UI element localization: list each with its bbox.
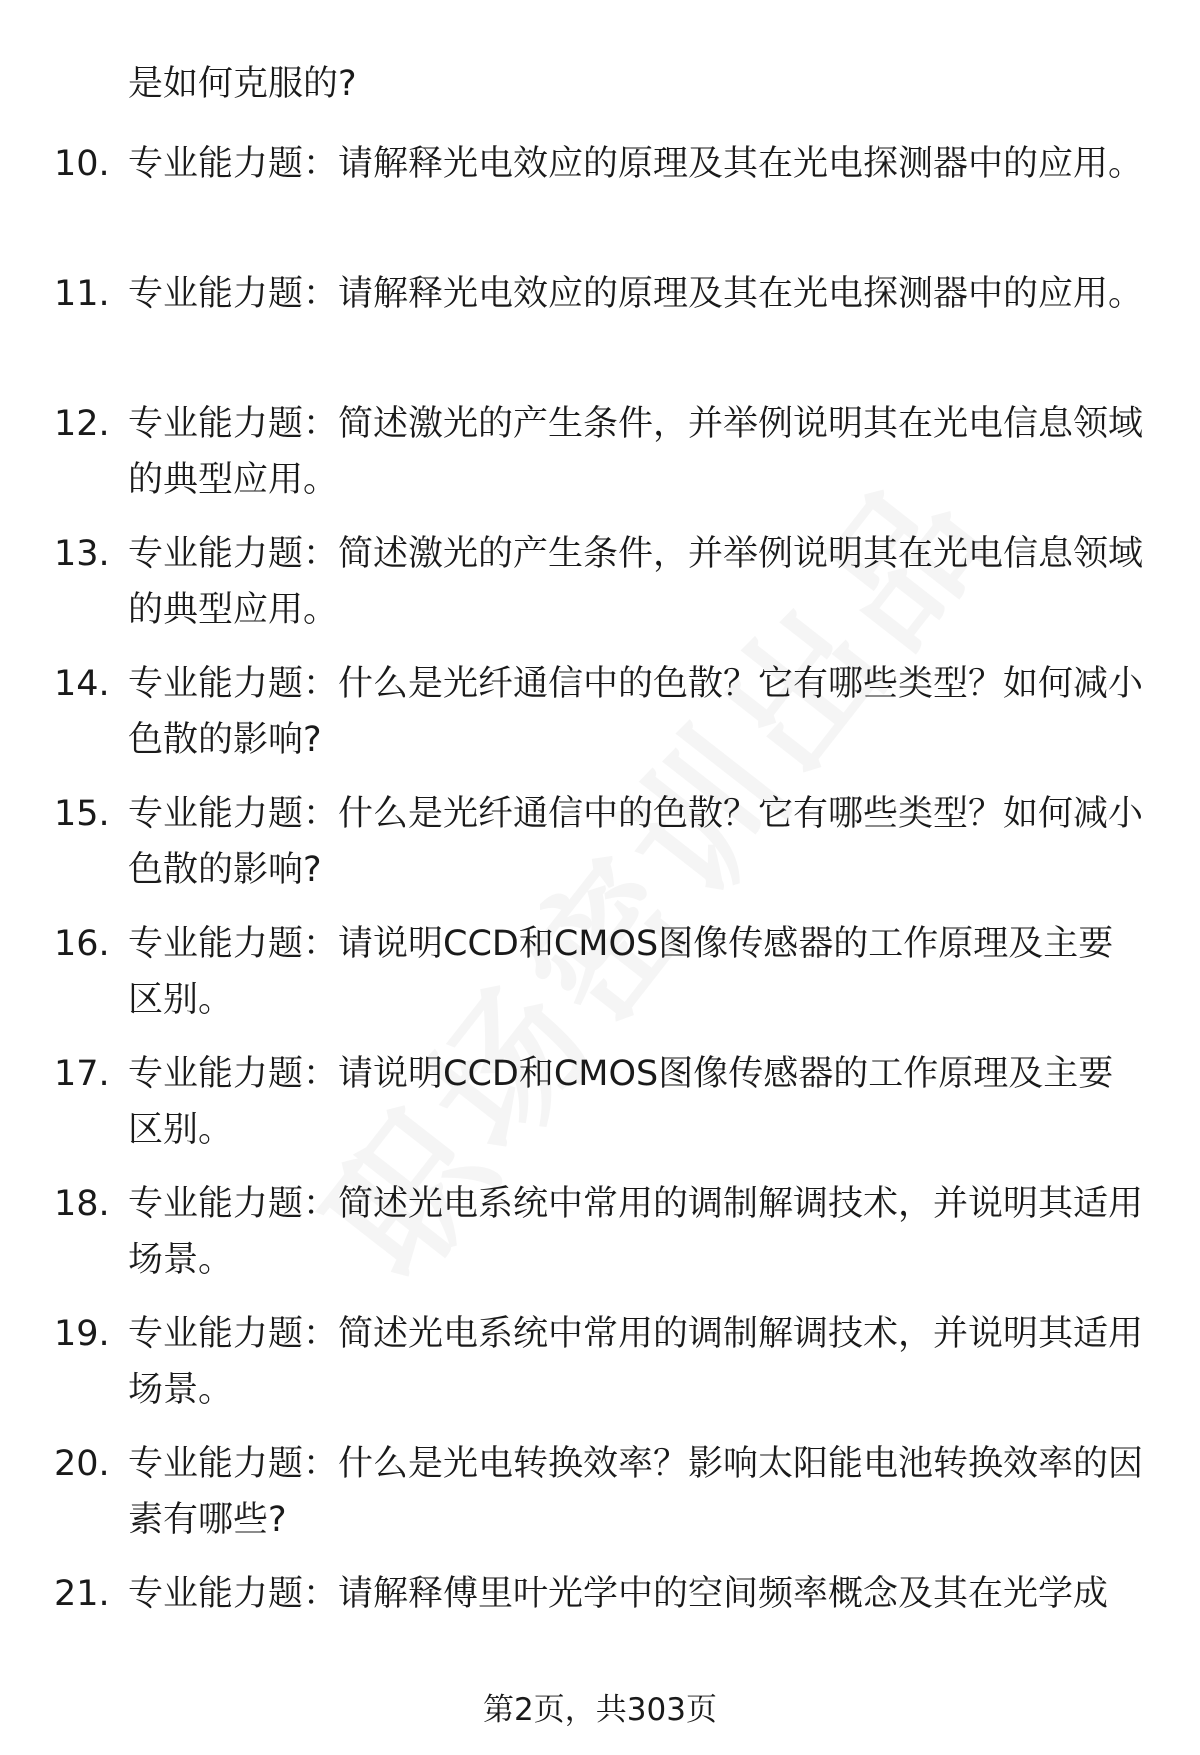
question-text: 专业能力题：什么是光纤通信中的色散？它有哪些类型？如何减小色散的影响? xyxy=(128,794,1144,890)
question-item xyxy=(0,266,1200,396)
question-item xyxy=(0,786,1200,916)
continued-question-text: 是如何克服的? xyxy=(128,64,357,104)
question-item xyxy=(0,1436,1200,1566)
question-item xyxy=(0,1566,1200,1636)
question-number: 11. xyxy=(54,274,110,314)
question-text: 专业能力题：什么是光电转换效率？影响太阳能电池转换效率的因素有哪些? xyxy=(128,1444,1144,1540)
question-item xyxy=(0,656,1200,786)
question-text: 专业能力题：请说明CCD和CMOS图像传感器的工作原理及主要区别。 xyxy=(128,1054,1114,1150)
question-list xyxy=(0,136,1200,1636)
question-number: 12. xyxy=(54,404,110,444)
question-item xyxy=(0,396,1200,526)
question-number: 17. xyxy=(54,1054,110,1094)
question-number: 14. xyxy=(54,664,110,704)
question-text: 专业能力题：简述光电系统中常用的调制解调技术，并说明其适用场景。 xyxy=(128,1314,1144,1410)
question-text: 专业能力题：请解释光电效应的原理及其在光电探测器中的应用。 xyxy=(128,274,1144,314)
question-item xyxy=(0,526,1200,656)
question-text: 专业能力题：请解释光电效应的原理及其在光电探测器中的应用。 xyxy=(128,144,1144,184)
question-number: 16. xyxy=(54,924,110,964)
question-item xyxy=(0,1306,1200,1436)
question-number: 15. xyxy=(54,794,110,834)
question-text: 专业能力题：简述激光的产生条件，并举例说明其在光电信息领域的典型应用。 xyxy=(128,534,1144,630)
question-item xyxy=(0,136,1200,266)
question-item xyxy=(0,1046,1200,1176)
question-text: 专业能力题：请解释傅里叶光学中的空间频率概念及其在光学成 xyxy=(128,1574,1109,1614)
question-item xyxy=(0,1176,1200,1306)
question-text: 专业能力题：什么是光纤通信中的色散？它有哪些类型？如何减小色散的影响? xyxy=(128,664,1144,760)
question-text: 专业能力题：简述激光的产生条件，并举例说明其在光电信息领域的典型应用。 xyxy=(128,404,1144,500)
question-item xyxy=(0,916,1200,1046)
question-number: 21. xyxy=(54,1574,110,1614)
page-number-footer: 第2页，共303页 xyxy=(483,1692,717,1728)
question-number: 10. xyxy=(54,144,110,184)
question-number: 20. xyxy=(54,1444,110,1484)
question-number: 19. xyxy=(54,1314,110,1354)
question-number: 13. xyxy=(54,534,110,574)
question-number: 18. xyxy=(54,1184,110,1224)
question-text: 专业能力题：简述光电系统中常用的调制解调技术，并说明其适用场景。 xyxy=(128,1184,1144,1280)
question-text: 专业能力题：请说明CCD和CMOS图像传感器的工作原理及主要区别。 xyxy=(128,924,1114,1020)
